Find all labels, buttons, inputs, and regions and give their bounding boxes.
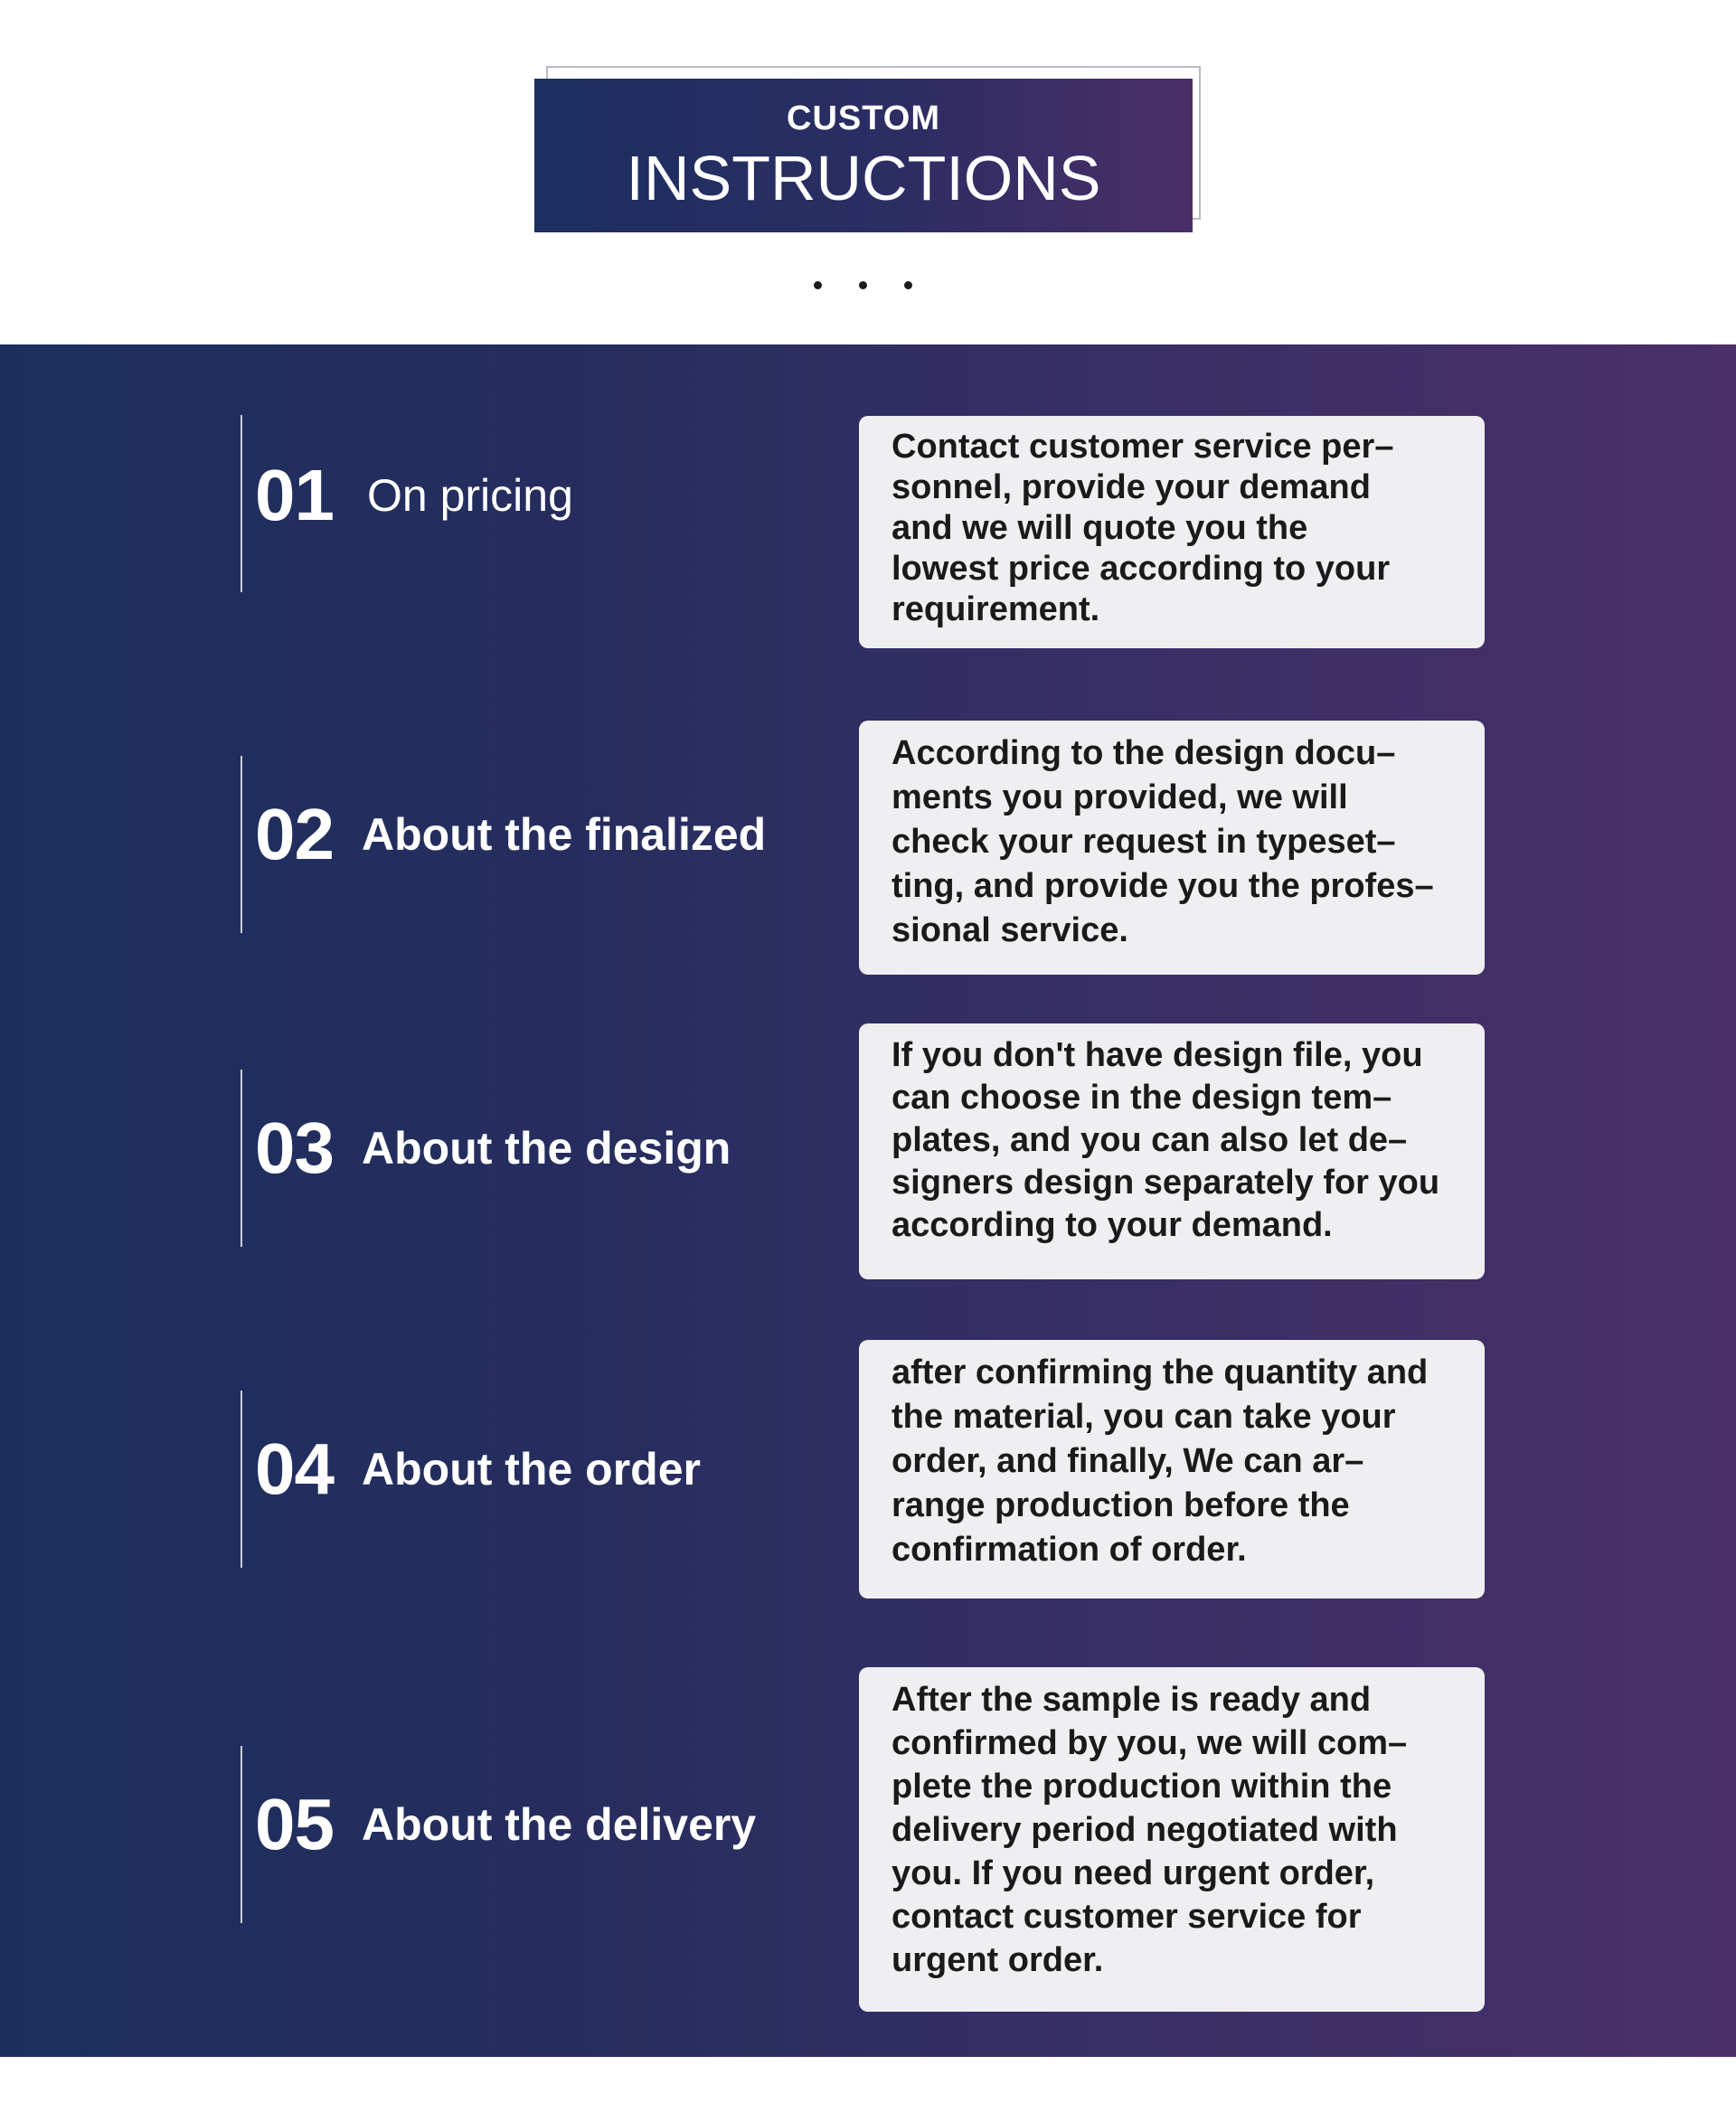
row-number: 01 — [255, 455, 334, 535]
row-divider — [241, 1391, 242, 1568]
description-text: If you don't have design file, you can choose in the design tem– plates, and you can also let de– signers design separately for you according to your demand. — [892, 1036, 1440, 1244]
row-number: 04 — [255, 1429, 334, 1509]
row-divider — [241, 415, 242, 592]
description-card — [859, 721, 1485, 975]
row-title: About the order — [362, 1444, 701, 1495]
row-divider — [241, 1746, 242, 1923]
row-divider — [241, 756, 242, 933]
description-text: According to the design docu– ments you provided, we will check your request in typeset– ting, and provide you the profes– sional service. — [892, 734, 1434, 949]
description-card — [859, 1023, 1485, 1279]
description-text: Contact customer service per– sonnel, provide your demand and we will quote you the lowest price according to your requirement. — [892, 428, 1394, 628]
row-divider — [241, 1070, 242, 1247]
description-card — [859, 416, 1485, 648]
instructions-band — [0, 344, 1736, 2057]
row-number: 02 — [255, 794, 334, 874]
row-title: About the finalized — [362, 809, 767, 860]
row-number: 05 — [255, 1784, 334, 1864]
row-title: About the delivery — [362, 1799, 757, 1850]
decorative-dots — [0, 271, 1736, 298]
dot-icon — [904, 281, 912, 289]
description-card — [859, 1667, 1485, 2012]
header-banner — [534, 79, 1193, 232]
description-text: After the sample is ready and confirmed by you, we will com– plete the production within the delivery period negotiated with you. If you need urgent order, contact customer service for urgent order. — [892, 1681, 1408, 1979]
header-title: INSTRUCTIONS — [626, 143, 1101, 213]
row-number: 03 — [255, 1108, 334, 1188]
row-title: About the design — [362, 1123, 731, 1174]
row-title: On pricing — [367, 470, 573, 521]
description-text: after confirming the quantity and the material, you can take your order, and finally, We can ar– range production before the confirmation of order. — [892, 1353, 1429, 1569]
dot-icon — [859, 281, 867, 289]
description-card — [859, 1340, 1485, 1599]
header-subtitle: CUSTOM — [787, 99, 940, 137]
dot-icon — [814, 281, 822, 289]
